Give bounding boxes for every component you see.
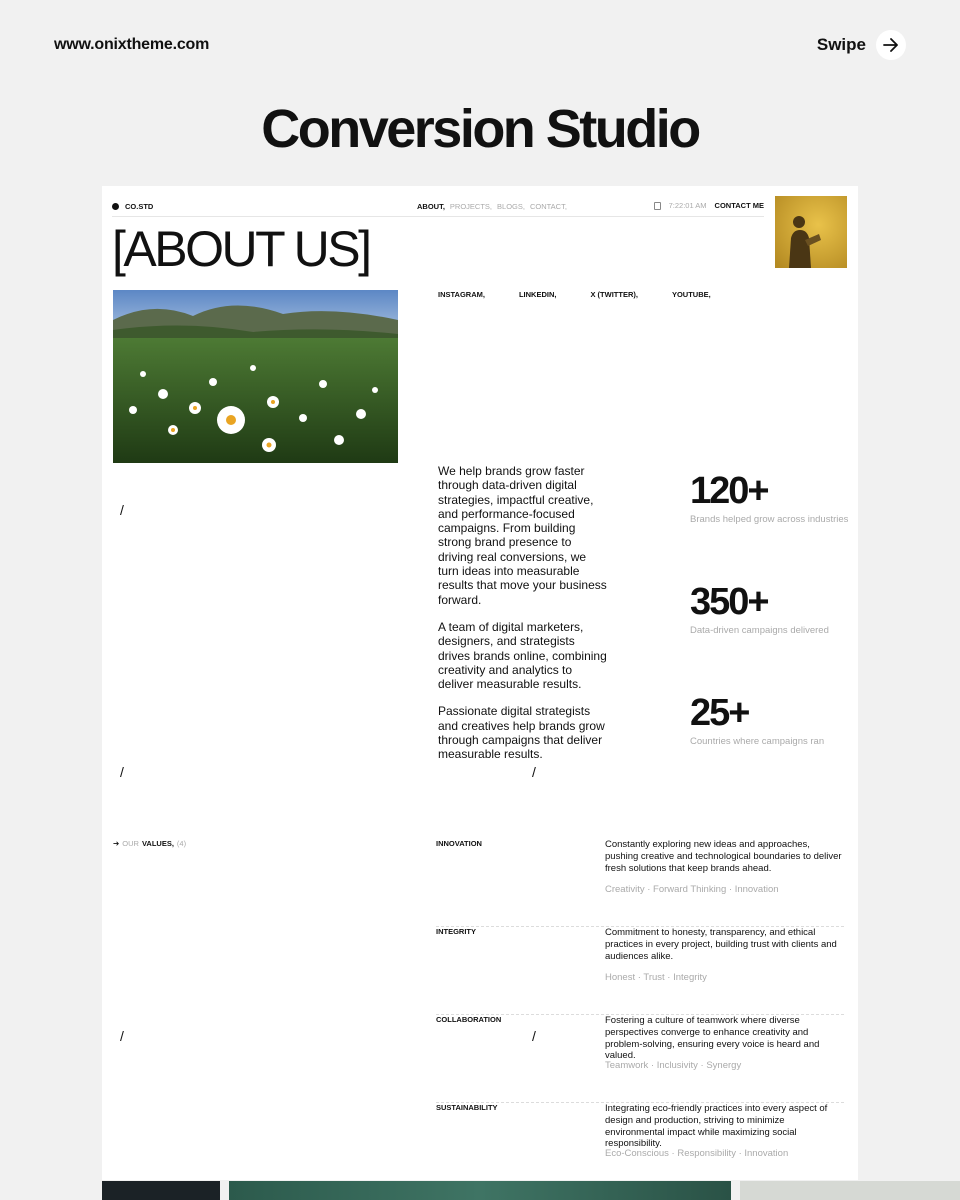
next-slide-image[interactable] [229,1181,731,1200]
value-tags: Eco-Conscious · Responsibility · Innovation [605,1148,789,1159]
stat-value: 25+ [690,692,749,734]
nav-link-projects[interactable]: PROJECTS, [449,202,493,211]
slash-divider: / [532,764,536,780]
values-prefix: OUR [122,839,139,848]
stat-campaigns [690,583,829,636]
social-twitter[interactable]: X (TWITTER), [590,290,638,299]
stat-countries [690,694,824,747]
next-slide-image[interactable] [102,1181,220,1200]
arrow-right-icon: ➔ [113,839,120,848]
slash-divider: / [120,1028,124,1044]
value-name: COLLABORATION [436,1015,502,1024]
value-description: Fostering a culture of teamwork where diverse perspectives converge to enhance creativity and problem-solving, ensuring every voice is heard and valued. [605,1015,820,1062]
clock: 7:22:01 AM [668,201,707,210]
portrait-photo [775,196,847,268]
value-name: INTEGRITY [436,927,477,936]
value-row-collaboration [436,1015,844,1103]
next-slide-image[interactable] [740,1181,960,1200]
slash-divider: / [120,764,124,780]
values-count: (4) [176,839,187,848]
nav-link-contact[interactable]: CONTACT, [529,202,567,211]
preview-navbar [112,196,764,217]
value-description: Integrating eco-friendly practices into every aspect of design and production, striving to minimize environmental impact while maximizing social responsibility. [605,1103,828,1150]
page-title: Conversion Studio [261,99,699,159]
stat-label: Brands helped grow across industries [690,514,849,525]
nav-links [417,202,567,211]
swipe-control[interactable] [817,30,906,60]
stat-brands [690,472,848,525]
value-tags: Teamwork · Inclusivity · Synergy [605,1060,742,1071]
website-preview [102,186,858,1180]
about-text [438,464,610,775]
value-name: SUSTAINABILITY [436,1103,498,1112]
about-paragraph: A team of digital marketers, designers, and strategists drives brands online, combining creativity and analytics to deliver measurable results. [438,619,607,692]
stat-value: 120+ [690,470,768,512]
nav-link-blogs[interactable]: BLOGS, [497,202,525,211]
swipe-label: Swipe [816,35,866,54]
value-description: Constantly exploring new ideas and approaches, pushing creative and technological boundaries to deliver fresh solutions that keep brands ahead. [605,839,842,874]
stat-value: 350+ [690,581,768,623]
slash-divider: / [120,502,124,518]
value-row-innovation [436,839,844,927]
value-tags: Creativity · Forward Thinking · Innovation [605,884,779,895]
site-url[interactable]: www.onixtheme.com [54,36,210,53]
slash-divider: / [532,1028,536,1044]
about-title: [ABOUT US] [112,221,370,277]
social-instagram[interactable]: INSTAGRAM, [438,290,485,299]
about-paragraph: Passionate digital strategists and creatives help brands grow through campaigns that deliver measurable results. [438,704,605,762]
value-row-sustainability [436,1103,844,1180]
nav-right [654,201,764,210]
logo[interactable] [112,202,153,211]
lock-icon [654,202,661,210]
logo-dot-icon [112,203,119,210]
social-links [438,290,745,299]
social-youtube[interactable]: YOUTUBE, [671,290,711,299]
about-paragraph: We help brands grow faster through data-driven digital strategies, impactful creative, and performance-focused campaigns. From building strong brand presence to driving real conversions, we turn ideas into measurable results that move your business forward. [438,464,607,607]
stat-label: Countries where campaigns ran [690,736,825,747]
value-tags: Honest · Trust · Integrity [605,972,707,983]
social-linkedin[interactable]: LINKEDIN, [518,290,557,299]
meadow-photo [113,290,398,463]
value-description: Commitment to honesty, transparency, and ethical practices in every project, building trust with clients and audiences alike. [605,927,837,962]
value-name: INNOVATION [436,839,482,848]
stat-label: Data-driven campaigns delivered [690,625,829,636]
nav-link-about[interactable]: ABOUT, [417,202,445,211]
logo-text: CO.STD [125,201,154,211]
values-title: VALUES, [141,839,174,848]
arrow-right-icon[interactable] [876,30,906,60]
contact-me-link[interactable]: CONTACT ME [714,201,764,210]
value-row-integrity [436,927,844,1015]
values-heading [113,839,186,848]
